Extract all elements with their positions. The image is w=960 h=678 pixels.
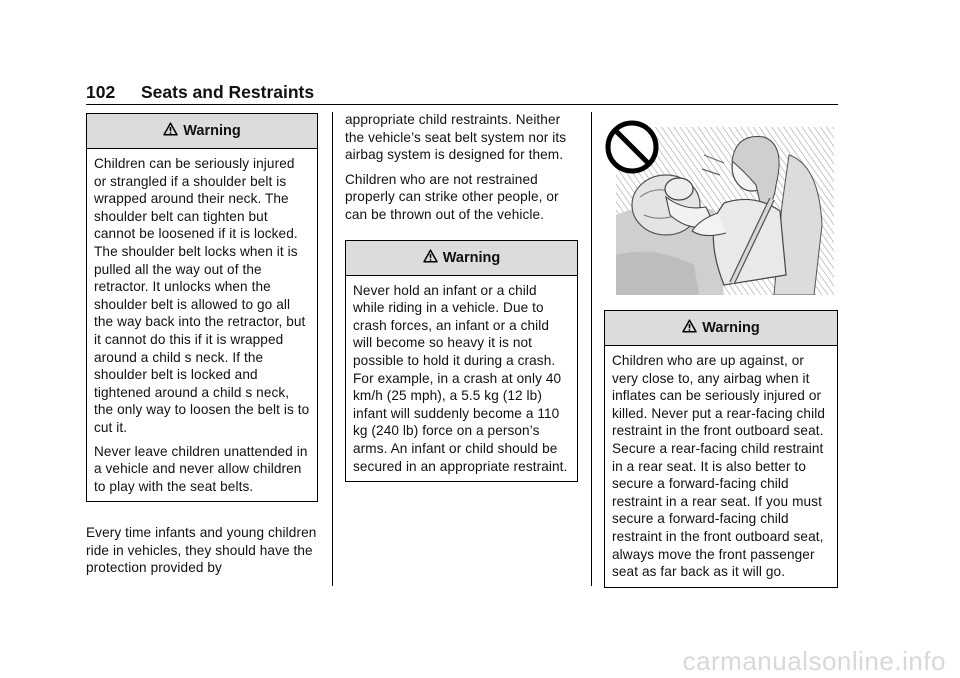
airbag-scene [604, 115, 838, 295]
header-rule [86, 104, 838, 105]
warning-label: Warning [183, 123, 241, 139]
warning-paragraph: Children can be seriously injured or strangled if a shoulder belt is wrapped around their neck. The shoulder belt can tighten but cannot be loosened if it is locked. The shoulder belt locks when it is pulled all the way out of the retractor. It unlocks when the shoulder belt is allowed to go all the way back into the retractor, but it cannot do this if it is wrapped around a child s neck. If the shoulder belt is locked and tightened around a child s neck, the only way to loosen the belt is to cut it. [94, 156, 310, 435]
warning-triangle-icon [423, 249, 438, 263]
airbag-illustration [604, 115, 838, 295]
warning-triangle-icon [682, 319, 697, 333]
warning-triangle-icon [163, 122, 178, 136]
warning-box-infant [345, 240, 578, 483]
column-2 [345, 111, 578, 482]
warning-box-neck [86, 113, 318, 502]
watermark: carmanualsonline.info [682, 646, 946, 676]
warning-header [87, 114, 317, 149]
warning-paragraph: Never hold an infant or a child while riding in a vehicle. Due to crash forces, an infant or a child will become so heavy it is not possible to hold it during a crash. For example, in a crash at only 40 km/h (25 mph), a 5.5 kg (12 lb) infant will suddenly become a 110 kg (240 lb) force on a person’s arms. An infant or child should be secured in an appropriate restraint. [353, 282, 568, 474]
column-1 [86, 113, 318, 577]
column-3 [604, 115, 838, 588]
warning-header [605, 311, 837, 346]
column-divider-1 [332, 112, 333, 586]
body-paragraph: appropriate child restraints. Neither the vehicle’s seat belt system nor its airbag system is designed for them. [345, 112, 567, 163]
body-paragraph: Children who are not restrained properly can strike other people, or can be thrown out of the vehicle. [345, 171, 559, 222]
page-header [86, 82, 838, 106]
warning-paragraph: Children who are up against, or very close to, any airbag when it inflates can be seriously injured or killed. Never put a rear-facing child restraint in the front outboard seat. Secure a rear-facing child restraint in a rear seat. It is also better to secure a forward-facing child restraint in a rear seat. If you must secure a forward-facing child restraint in the front outboard seat, always move the front passenger seat as far back as it will go. [612, 353, 825, 580]
warning-header [346, 241, 577, 276]
column-divider-2 [591, 112, 592, 586]
body-paragraph: Every time infants and young children ride in vehicles, they should have the protection provided by [86, 525, 317, 576]
section-title: Seats and Restraints [141, 82, 315, 102]
page-number: 102 [86, 82, 116, 102]
warning-box-airbag [604, 310, 838, 588]
no-symbol-icon [608, 123, 656, 171]
warning-label: Warning [442, 249, 501, 266]
warning-label: Warning [702, 320, 760, 336]
warning-paragraph: Never leave children unattended in a vehicle and never allow children to play with the seat belts. [94, 443, 308, 494]
